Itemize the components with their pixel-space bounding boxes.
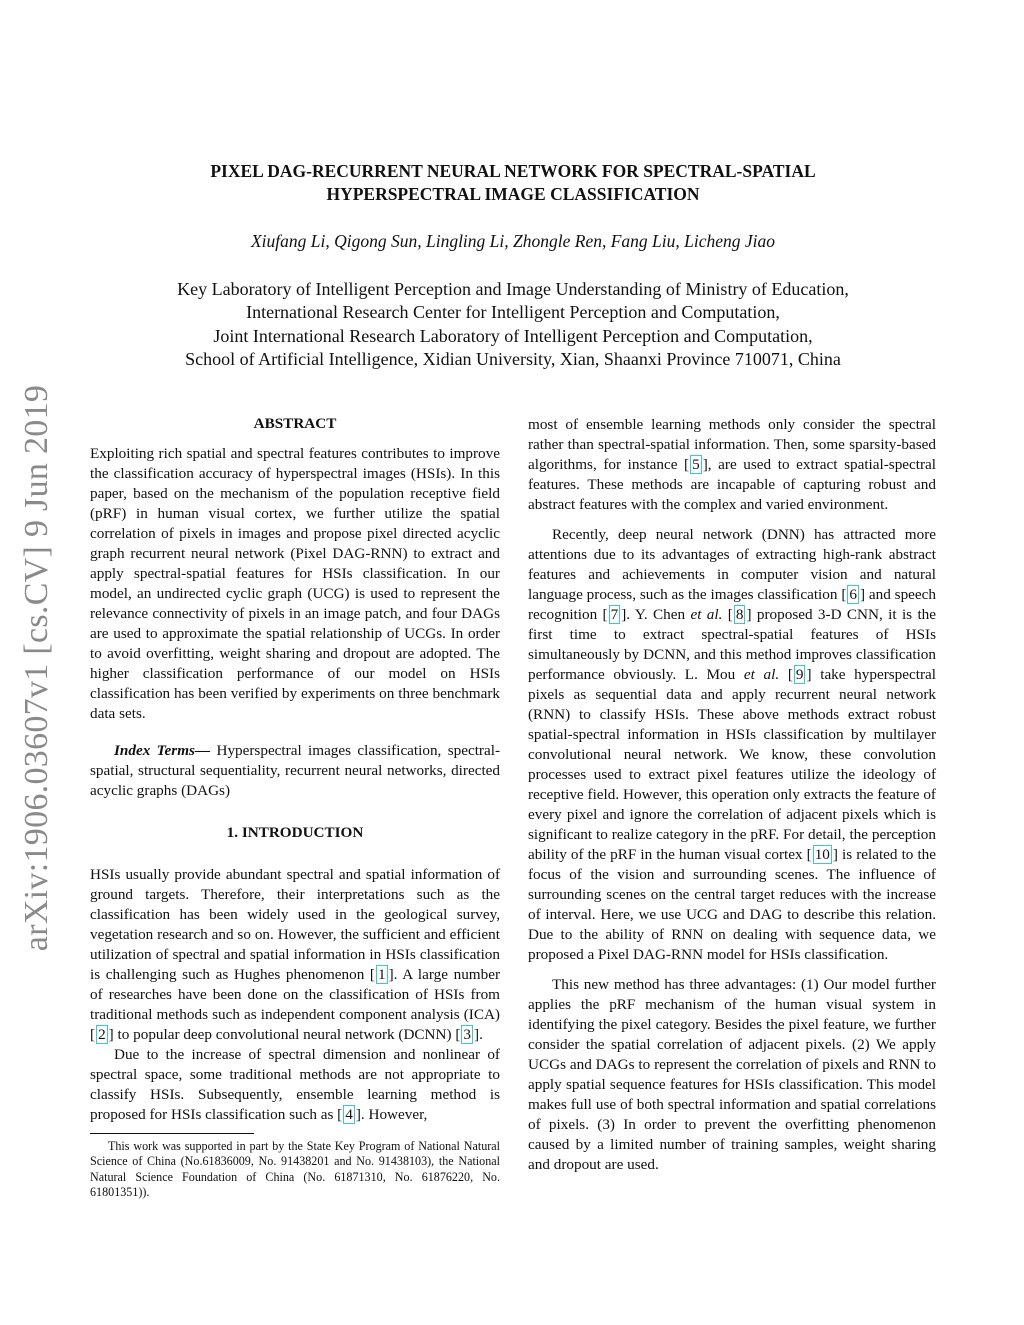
citation-link[interactable]: 8 [735,606,744,623]
affiliation-line: Joint International Research Laboratory of Intelligent Perception and Computation, [213,325,813,346]
arxiv-stamp-text: arXiv:1906.03607v1 [cs.CV] 9 Jun 2019 [18,384,56,952]
citation-link[interactable]: 9 [795,666,804,683]
footnote-text: This work was supported in part by the State Key Program of National Natural Science of China (No.61836009, No. 91438201 and No. 91438103), the National Natural Science Foundation of China (No. 61871310, No. 61876220, No. 61801351)). [90,1139,500,1200]
citation-link[interactable]: 6 [849,586,857,603]
intro-heading: 1. INTRODUCTION [226,824,364,841]
affiliation-line: International Research Center for Intelligent Perception and Computation, [246,302,780,323]
title-line-2: HYPERSPECTRAL IMAGE CLASSIFICATION [326,184,700,204]
citation-link[interactable]: 7 [610,606,619,623]
footnote [90,1139,500,1201]
arxiv-stamp [12,368,62,968]
citation-link[interactable]: 1 [377,966,386,983]
intro-paragraph-2: Due to the increase of spectral dimension and nonlinear of spectral space, some traditional methods are not appropriate to classify HSIs. Subsequently, ensemble learning method is proposed for HSIs classification such as [ 4 ]. However, [90,1046,500,1123]
citation-link[interactable]: 2 [98,1026,106,1043]
et-al: et al. [690,606,723,623]
citation-link[interactable]: 5 [692,456,700,473]
paper-title [90,160,936,206]
index-terms-text: Hyperspectral images classification, spectral-spatial, structural sequentiality, recurrent neural networks, directed acyclic graphs (DAGs) [90,742,500,799]
affiliation-line: School of Artificial Intelligence, Xidian University, Xian, Shaanxi Province 710071, China [185,348,841,369]
affiliation-line: Key Laboratory of Intelligent Perception and Image Understanding of Ministry of Education, [177,279,849,299]
affiliations [90,278,936,371]
et-al: et al. [743,666,780,683]
title-line-1: PIXEL DAG-RECURRENT NEURAL NETWORK FOR SPECTRAL-SPATIAL [210,161,816,181]
footnote-divider [90,1133,254,1134]
index-terms [90,741,500,801]
index-terms-label: Index Terms— [114,742,211,759]
right-paragraph-1: most of ensemble learning methods only consider the spectral rather than spectral-spatial information. Then, some sparsity-based algorithms, for instance [ 5 ], are used to extract spatial-spectral features. These methods are incapable of capturing robust and abstract features with the complex and varied environment. [528,416,937,513]
right-paragraph-2: Recently, deep neural network (DNN) has attracted more attentions due to its advantages of extracting high-rank abstract features and achievements in computer vision and natural language process, such as the images classification [ 6 ] and speech recognition [ 7 ]. Y. Chen et al. [ 8 ] proposed 3-D CNN, it is the first time to extract spectral-spatial features of HSIs simultaneously by DCNN, and this method improves classification performance obviously. L. Mou et al. [ 9 ] take hyperspectral pixels as sequential data and apply recurrent neural network (RNN) to classify HSIs. These above methods extract robust spatial-spectral information in HSIs classification by multilayer convolutional neural network. We know, these convolution processes used to extract pixel features utilize the ideology of receptive field. However, this operation only extracts the feature of every pixel and ignore the correlation of adjacent pixels which is significant to realize category in the pRF. For detail, the perception ability of the pRF in the human visual cortex [ 10 ] is related to the focus of the vision and surrounding scenes. The influence of surrounding scenes on the central target reduces with the increase of interval. Here, we use UCG and DAG to describe this relation. Due to the ability of RNN on dealing with sequence data, we proposed a Pixel DAG-RNN model for HSIs classification. [528,526,937,963]
citation-link[interactable]: 4 [345,1106,353,1123]
right-paragraph-3: This new method has three advantages: (1) Our model further applies the pRF mechanism of the human visual system in identifying the pixel category. Besides the pixel feature, we further consider the spatial correlation of adjacent pixels. (2) We apply UCGs and DAGs to represent the correlation of pixels and RNN to apply spatial sequence features for HSIs classification. This model makes full use of both spectral information and spatial correlations of pixels. (3) In order to prevent the overfitting phenomenon caused by a limited number of training samples, weight sharing and dropout are used. [528,976,936,1173]
author-list: Xiufang Li, Qigong Sun, Lingling Li, Zhongle Ren, Fang Liu, Licheng Jiao [250,231,776,251]
left-column [90,414,500,1201]
intro-paragraph-1: HSIs usually provide abundant spectral and spatial information of ground targets. Therefore, their interpretations such as the classification has been widely used in the geological survey, vegetation research and so on. However, the sufficient and efficient utilization of spectral and spatial information in HSIs classification is challenging such as Hughes phenomenon [ 1 ]. A large number of researches have been done on the classification of HSIs from traditional methods such as independent component analysis (ICA) [ 2 ] to popular deep convolutional neural network (DCNN) [ 3 ]. [90,866,500,1043]
abstract-text: Exploiting rich spatial and spectral features contributes to improve the classification accuracy of hyperspectral images (HSIs). In this paper, based on the mechanism of the population receptive field (pRF) in human visual cortex, we further utilize the spatial correlation of pixels in images and propose pixel directed acyclic graph recurrent neural network (Pixel DAG-RNN) to extract and apply spectral-spatial features for HSIs classification. In our model, an undirected cyclic graph (UCG) is used to represent the relevance connectivity of pixels in an image patch, and four DAGs are used to approximate the spatial relationship of UCGs. In order to avoid overfitting, weight sharing and dropout are adopted. The higher classification performance of our model on HSIs classification has been verified by experiments on three benchmark data sets. [90,445,500,722]
citation-link[interactable]: 10 [814,846,830,863]
citation-link[interactable]: 3 [463,1026,472,1043]
right-column [528,415,936,1175]
abstract-heading: ABSTRACT [253,415,337,432]
